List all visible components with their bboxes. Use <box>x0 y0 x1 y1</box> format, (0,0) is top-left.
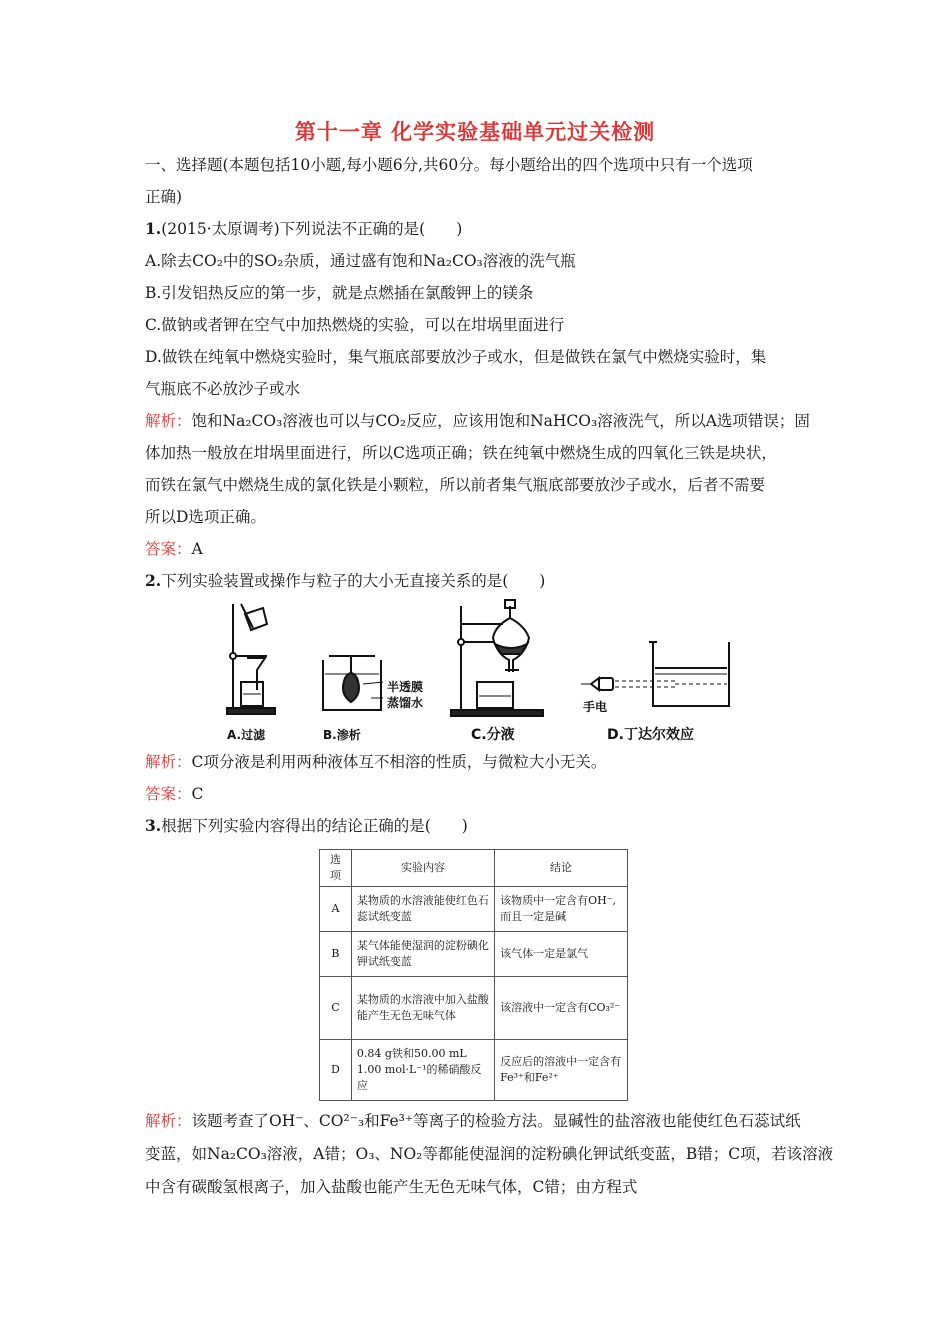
question-2-stem <box>145 571 825 591</box>
table-row <box>320 887 628 932</box>
row-conclusion: 该溶液中一定含有CO₃²⁻ <box>495 977 628 1040</box>
question-number: 1. <box>145 219 162 238</box>
q1-analysis-line2: 体加热一般放在坩埚里面进行，所以C选项正确；铁在纯氧中燃烧生成的四氧化三铁是块状， <box>145 444 777 462</box>
question-1-stem <box>145 219 825 239</box>
answer-value: C <box>191 785 204 803</box>
question-text: 下列实验装置或操作与粒子的大小无直接关系的是( ) <box>161 572 546 590</box>
analysis-text: 该题考查了OH⁻、CO²⁻₃和Fe³⁺等离子的检验方法。显碱性的盐溶液也能使红色石蕊试纸 <box>191 1112 801 1130</box>
analysis-text: C项分液是利用两种液体互不相溶的性质，与微粒大小无关。 <box>191 753 607 771</box>
caption-b: B.渗析 <box>323 728 361 742</box>
answer-label: 答案： <box>145 540 192 558</box>
filtration-apparatus <box>227 604 275 714</box>
apparatus-figure <box>205 598 745 748</box>
option-c: C.做钠或者钾在空气中加热燃烧的实验，可以在坩埚里面进行 <box>145 316 565 334</box>
section-header-line1: 一、选择题(本题包括10小题,每小题6分,共60分。每小题给出的四个选项中只有一个选项 <box>145 156 753 174</box>
q2-answer <box>145 784 825 804</box>
row-content: 某气体能使湿润的淀粉碘化钾试纸变蓝 <box>351 932 494 977</box>
row-conclusion: 该物质中一定含有OH⁻,而且一定是碱 <box>495 887 628 932</box>
row-option: C <box>320 977 352 1040</box>
question-number: 2. <box>145 571 162 590</box>
membrane-label: 半透膜 <box>387 680 424 694</box>
analysis-label: 解析： <box>145 1112 192 1130</box>
option-b: B.引发铝热反应的第一步，就是点燃插在氯酸钾上的镁条 <box>145 284 534 302</box>
dialysis-apparatus <box>323 656 383 710</box>
q3-analysis-line2: 变蓝，如Na₂CO₃溶液，A错；O₃、NO₂等都能使湿润的淀粉碘化钾试纸变蓝，B错；C项，若该溶液 <box>145 1145 834 1163</box>
question-text: 根据下列实验内容得出的结论正确的是( ) <box>161 817 468 835</box>
table-row <box>320 977 628 1040</box>
row-option: A <box>320 887 352 932</box>
page-title: 第十一章 化学实验基础单元过关检测 <box>294 119 656 144</box>
caption-c: C.分液 <box>471 727 515 743</box>
tyndall-apparatus <box>581 642 729 706</box>
flashlight-label: 手电 <box>583 700 608 714</box>
row-content: 某物质的水溶液中加入盐酸能产生无色无味气体 <box>351 977 494 1040</box>
row-conclusion: 反应后的溶液中一定含有Fe³⁺和Fe²⁺ <box>495 1040 628 1101</box>
q3-analysis-line1 <box>145 1111 825 1131</box>
caption-d: D.丁达尔效应 <box>607 727 694 743</box>
question-number: 3. <box>145 816 162 835</box>
header-conclusion: 结论 <box>495 850 628 887</box>
table-row <box>320 932 628 977</box>
q1-analysis-line1 <box>145 411 825 431</box>
row-option: D <box>320 1040 352 1101</box>
section-header-line2: 正确) <box>145 188 183 206</box>
answer-label: 答案： <box>145 785 192 803</box>
q3-analysis-line3: 中含有碳酸氢根离子，加入盐酸也能产生无色无味气体，C错；由方程式 <box>145 1178 638 1196</box>
option-a: A.除去CO₂中的SO₂杂质，通过盛有饱和Na₂CO₃溶液的洗气瓶 <box>145 252 576 270</box>
q2-analysis <box>145 752 825 772</box>
q1-analysis-line3: 而铁在氯气中燃烧生成的氯化铁是小颗粒，所以前者集气瓶底部要放沙子或水，后者不需要 <box>145 476 766 494</box>
option-d-line2: 气瓶底不必放沙子或水 <box>145 380 301 398</box>
header-content: 实验内容 <box>351 850 494 887</box>
answer-value: A <box>191 540 203 558</box>
question-text: (2015·太原调考)下列说法不正确的是( ) <box>161 220 463 238</box>
row-content: 某物质的水溶液能使红色石蕊试纸变蓝 <box>351 887 494 932</box>
row-option: B <box>320 932 352 977</box>
row-content: 0.84 g铁和50.00 mL 1.00 mol·L⁻¹的稀硝酸反应 <box>351 1040 494 1101</box>
header-option: 选项 <box>320 850 352 887</box>
experiment-table <box>319 849 628 1101</box>
caption-a: A.过滤 <box>227 728 266 742</box>
option-d-line1: D.做铁在纯氧中燃烧实验时，集气瓶底部要放沙子或水，但是做铁在氯气中燃烧实验时，集 <box>145 348 767 366</box>
table-header-row <box>320 850 628 887</box>
question-3-stem <box>145 816 825 836</box>
table-row <box>320 1040 628 1101</box>
analysis-label: 解析： <box>145 412 192 430</box>
water-label: 蒸馏水 <box>387 696 424 710</box>
separatory-apparatus <box>451 600 543 716</box>
row-conclusion: 该气体一定是氯气 <box>495 932 628 977</box>
q1-analysis-line4: 所以D选项正确。 <box>145 508 266 526</box>
apparatus-drawing <box>205 598 745 723</box>
analysis-label: 解析： <box>145 753 192 771</box>
q1-answer <box>145 539 825 559</box>
analysis-text: 饱和Na₂CO₃溶液也可以与CO₂反应，应该用饱和NaHCO₃溶液洗气，所以A选项错误；固 <box>191 412 810 430</box>
